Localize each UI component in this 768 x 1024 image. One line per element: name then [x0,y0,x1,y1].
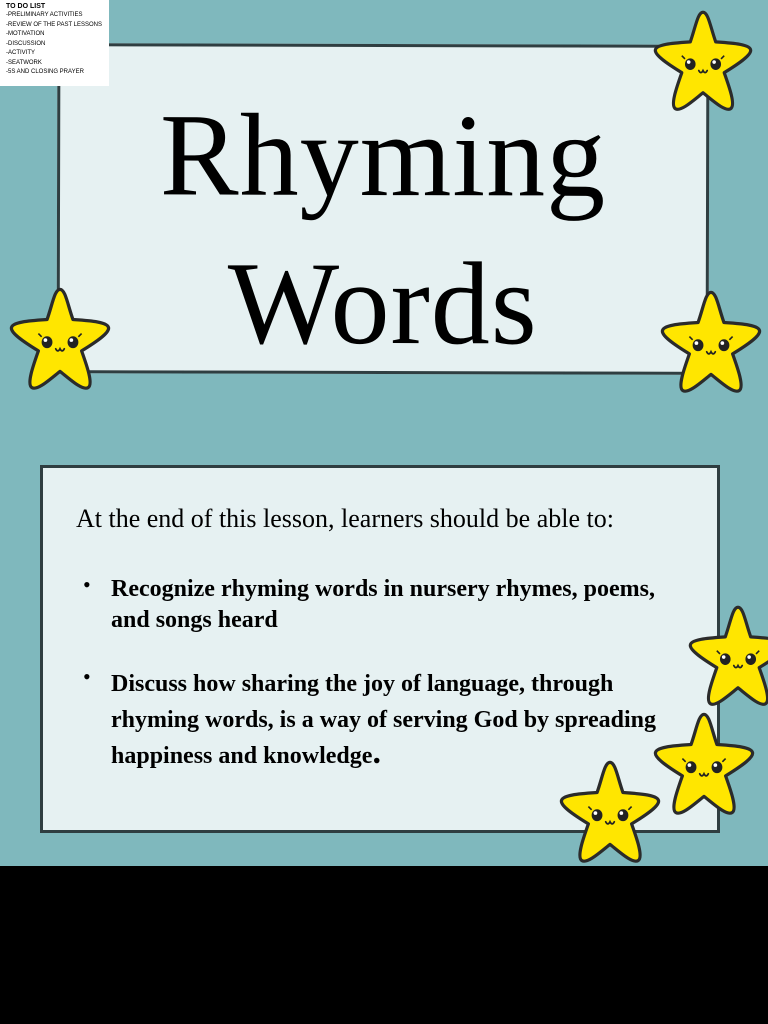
todo-item: -REVIEW OF THE PAST LESSONS [6,21,103,28]
title-line-2: Words [227,237,538,370]
star-icon [657,288,765,396]
todo-item: -MOTIVATION [6,31,45,37]
todo-item: -PRELIMINARY ACTIVITIES [6,12,83,18]
star-icon [6,285,114,393]
star-icon [650,710,758,818]
bullet: • [83,572,91,597]
objective-item [83,574,695,636]
bottom-bar [0,866,768,1024]
star-icon [556,758,664,866]
objective-text: Discuss how sharing the joy of language, through rhyming words, is a way of serving God by spreading happiness and knowledge [111,671,656,769]
todo-item: -5S AND CLOSING PRAYER [6,69,84,75]
bullet: • [83,664,91,689]
objective-text: Recognize rhyming words in nursery rhymes, poems, and songs heard [111,576,655,633]
objectives-intro: At the end of this lesson, learners should be able to: [76,504,614,533]
todo-item: -ACTIVITY [6,50,36,56]
star-icon [650,8,756,114]
title-card [57,43,710,375]
todo-list [6,11,109,78]
todo-item: -DISCUSSION [6,40,46,47]
objective-period: . [372,734,381,771]
todo-title: TO DO LIST [6,3,46,10]
star-icon [685,603,768,709]
todo-item: -SEATWORK [6,59,42,66]
title-line-1: Rhyming [159,89,607,222]
todo-list-box [0,0,109,86]
